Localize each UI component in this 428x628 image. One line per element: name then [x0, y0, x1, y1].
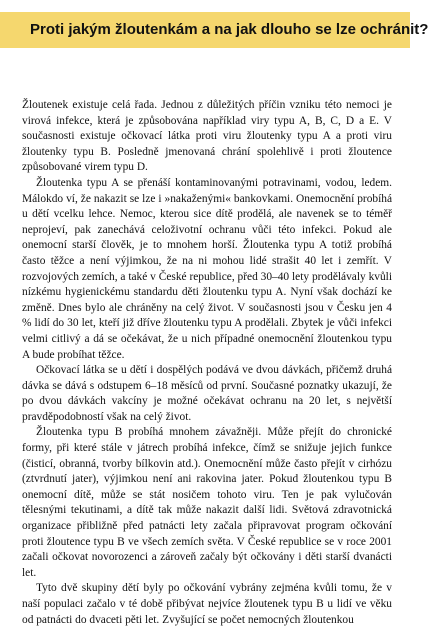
- paragraph: Žloutenek existuje celá řada. Jednou z důležitých příčin vzniku této nemoci je virová infekce, která je způsobována například viry typu A, B, C, D a E. V současnosti existuje očkovací látka proti viru žloutenky typu A a proti viru žloutenky typu B. Posledně jmenovaná chrání spolehlivě i proti žloutence způsobované virem typu D.: [22, 99, 392, 174]
- section-heading: Proti jakým žloutenkám a na jak dlouho se lze ochránit?: [30, 21, 428, 38]
- paragraph: Očkovací látka se u dětí i dospělých podává ve dvou dávkách, přičemž druhá dávka se dává s odstupem 6–18 měsíců od první. Současné poznatky ukazují, že po dvou dávkách vakcíny je možné očekávat ochranu na 20 let, s největší pravděpodobností však na celý život.: [22, 364, 392, 423]
- paragraph: Žloutenka typu A se přenáší kontaminovanými potravinami, vodou, ledem. Málokdo ví, že nakazit se lze i »nakaženými« bankovkami. Onemocnění probíhá u dětí vcelku lehce. Nemoc, kterou sice dítě prodělá, ale navenek se to téměř neprojeví, pak zanechává celoživotní ochranu vůči této infekci. Pokud ale onemocní starší člověk, je to mnohem horší. Žloutenka typu A totiž probíhá často těžce a není výjimkou, že na ni mohou lidé strašit 40 let i zemřít. V rozvojových zemích, a také v České republice, před 30–40 lety prodělávaly kvůli nízkému hygienickému standardu děti žloutenku typu A. Nyní však dochází ke změně. Dnes bylo ale chráněny na celý život. V současnosti jsou v Česku jen 4 % lidí do 30 let, kteří již dříve žloutenku typu A prodělali. Zbytek je vůči infekci velmi citlivý a dá se očekávat, že u nich případné onemocnění žloutenkou typu A bude probíhat těžce.: [22, 176, 392, 361]
- article-body: [22, 98, 392, 628]
- heading-band: [0, 12, 428, 48]
- paragraph: Tyto dvě skupiny dětí byly po očkování vybrány zejména kvůli tomu, že v naší populaci začalo v té době přibývat nejvíce žloutenek typu B u lidí ve věku od patnácti do dvaceti pěti let. Zvyšující se počet nemocných žloutenkou: [22, 582, 392, 626]
- paragraph: Žloutenka typu B probíhá mnohem závažněji. Může přejít do chronické formy, při které stále v játrech probíhá infekce, čímž se snižuje jejich funkce (čisticí, obranná, tvorby bílkovin atd.). Onemocnění může často přejít v cirhózu (ztvrdnutí jater), výjimkou není ani rakovina jater. Pokud žloutenkou typu B onemocní dítě, může se stát nosičem tohoto viru. Ten je pak vylučován tělesnými tekutinami, a dítě tak může nakazit další lidi. Světová zdravotnická organizace přibližně před patnácti lety začala připravovat program očkování proti žloutence typu B ve všech zemích světa. V České republice se v roce 2001 začali očkovat novorozenci a zároveň začaly být očkovány i děti starší dvanácti let.: [22, 426, 392, 579]
